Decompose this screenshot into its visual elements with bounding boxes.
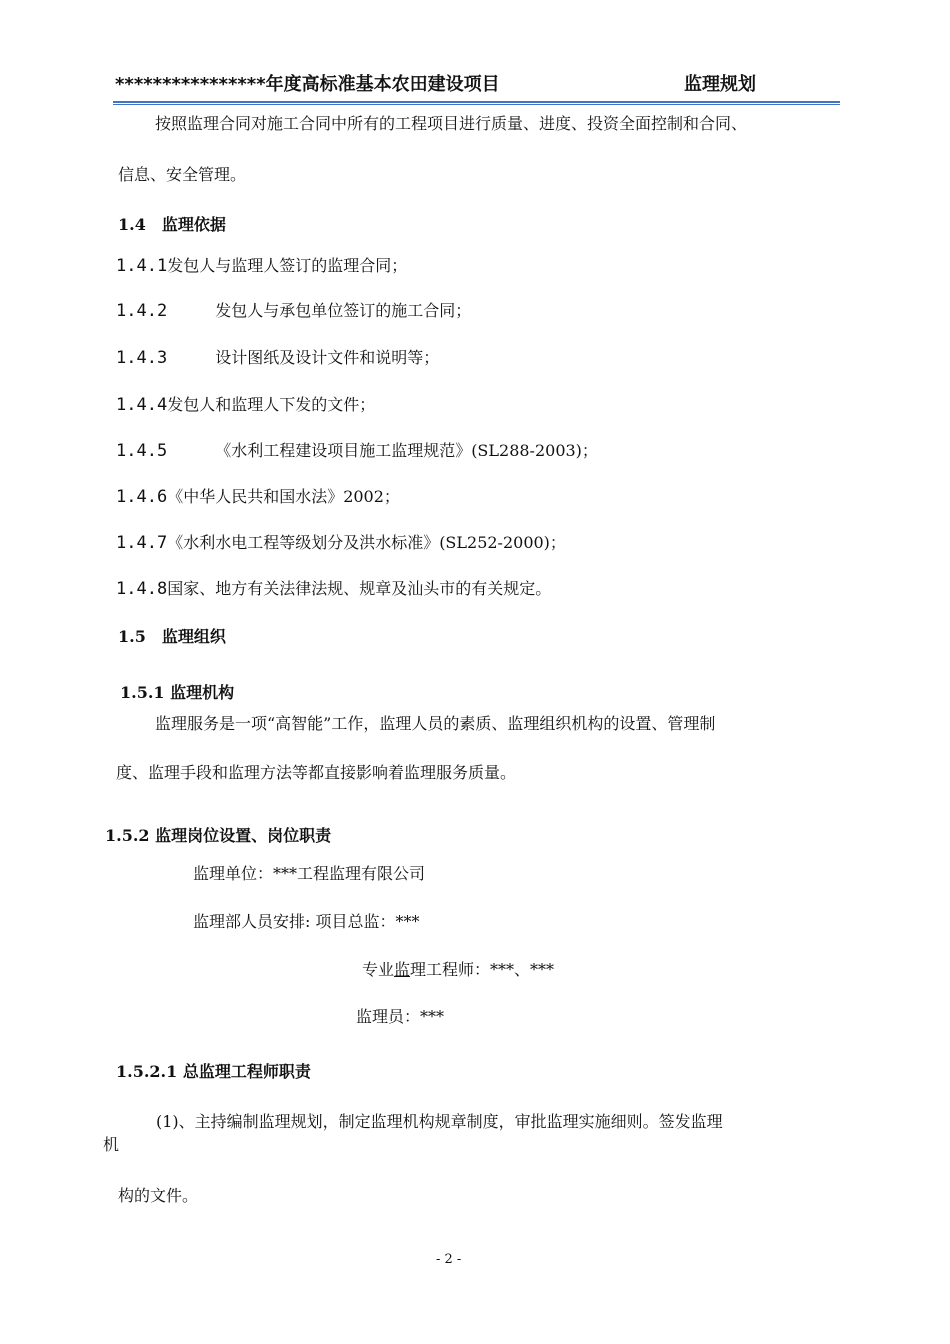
basis-item-text: 发包人和监理人下发的文件；: [167, 395, 376, 414]
header-project-title: ****************年度高标准基本农田建设项目: [115, 74, 500, 95]
basis-item: [116, 253, 407, 276]
page-number: - 2 -: [436, 1252, 462, 1267]
org-paragraph-line1: 监理服务是一项“高智能”工作，监理人员的素质、监理组织机构的设置、管理制: [155, 714, 716, 733]
specialist-engineer-prefix: 专业: [362, 960, 395, 979]
basis-item-number: 1.4.6: [116, 487, 168, 507]
staff-arrangement-line: 监理部人员安排: 项目总监：***: [193, 912, 420, 931]
basis-item-text: 发包人与承包单位签订的施工合同；: [215, 301, 472, 320]
basis-item-number: 1.4.2: [116, 301, 168, 321]
section-1-4-heading: 1.4 监理依据: [118, 215, 226, 234]
basis-item: [116, 530, 566, 553]
section-1-5-2-1-heading: 1.5.2.1 总监理工程师职责: [116, 1062, 311, 1081]
basis-item-text: 国家、地方有关法律法规、规章及汕头市的有关规定。: [167, 579, 552, 598]
duty-item-1-line2: 机: [103, 1135, 120, 1154]
org-paragraph-line2: 度、监理手段和监理方法等都直接影响着监理服务质量。: [116, 763, 517, 782]
specialist-engineer-line: [362, 957, 554, 980]
basis-item: [116, 576, 551, 599]
basis-item-number: 1.4.4: [116, 395, 168, 415]
header-rule-thin: [113, 104, 840, 105]
intro-paragraph-line2: 信息、安全管理。: [118, 165, 247, 184]
specialist-engineer-underlined: 监: [394, 960, 411, 979]
specialist-engineer-suffix: 理工程师：***、***: [410, 960, 555, 979]
basis-item-text: 《水利水电工程等级划分及洪水标准》(SL252-2000)；: [167, 533, 566, 552]
basis-item-number: 1.4.1: [116, 256, 168, 276]
basis-item-text: 发包人与监理人签订的监理合同；: [167, 256, 408, 275]
basis-item-number: 1.4.3: [116, 348, 168, 368]
basis-item: [116, 392, 375, 415]
basis-item-text: 《中华人民共和国水法》2002；: [167, 487, 400, 506]
basis-item: [116, 298, 471, 321]
basis-item-number: 1.4.7: [116, 533, 168, 553]
basis-item: [116, 438, 598, 461]
section-1-5-heading: 1.5 监理组织: [118, 627, 226, 646]
basis-item: [116, 345, 439, 368]
header-doc-type: 监理规划: [684, 74, 756, 95]
basis-item-number: 1.4.8: [116, 579, 168, 599]
duty-item-1-line1: (1)、主持编制监理规划，制定监理机构规章制度，审批监理实施细则。签发监理: [156, 1112, 723, 1131]
intro-paragraph-line1: 按照监理合同对施工合同中所有的工程项目进行质量、进度、投资全面控制和合同、: [155, 114, 748, 133]
supervision-unit-line: 监理单位：***工程监理有限公司: [193, 864, 426, 883]
duty-item-1-line3: 构的文件。: [118, 1186, 199, 1205]
supervisor-line: 监理员：***: [356, 1007, 445, 1026]
basis-item-number: 1.4.5: [116, 441, 168, 461]
basis-item-text: 设计图纸及设计文件和说明等；: [215, 348, 440, 367]
basis-item-text: 《水利工程建设项目施工监理规范》(SL288-2003)；: [215, 441, 598, 460]
header-rule: [113, 101, 840, 103]
section-1-5-2-heading: 1.5.2 监理岗位设置、岗位职责: [105, 826, 332, 845]
section-1-5-1-heading: 1.5.1 监理机构: [120, 683, 235, 702]
basis-item: [116, 484, 400, 507]
